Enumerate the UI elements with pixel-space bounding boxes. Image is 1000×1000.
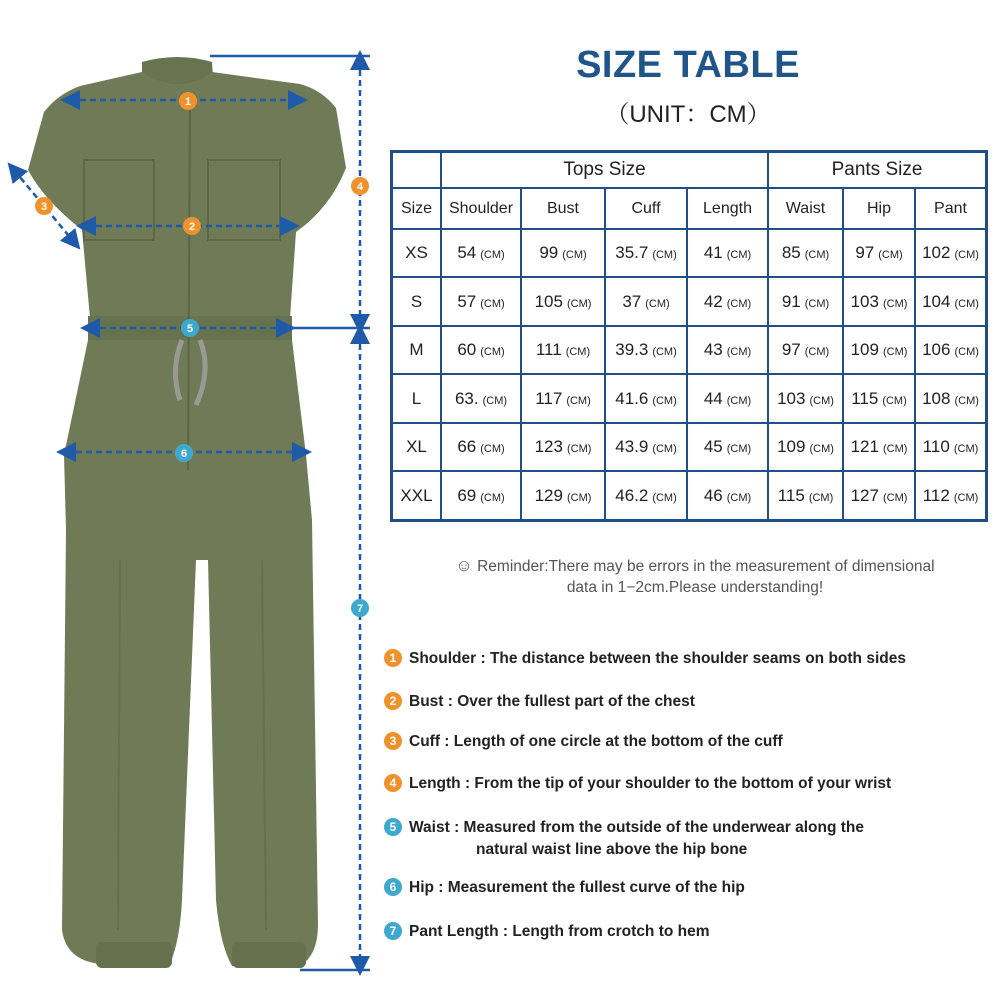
legend-badge-1: 1 xyxy=(384,649,402,667)
unit-label: (CM) xyxy=(726,394,752,407)
hip-cell xyxy=(843,374,915,423)
waist-value: 103 xyxy=(777,388,806,408)
unit-label: (CM) xyxy=(652,491,677,504)
unit-label: (CM) xyxy=(882,297,908,310)
shoulder-value: 54 xyxy=(457,243,477,263)
group-header-row xyxy=(392,152,986,188)
unit-label: (CM) xyxy=(882,394,907,407)
unit-label: (CM) xyxy=(726,346,752,359)
unit-label: (CM) xyxy=(882,443,908,456)
hip-cell xyxy=(843,471,915,520)
hip-value: 127 xyxy=(850,485,879,505)
shoulder-value: 63. xyxy=(454,388,479,408)
unit-label: (CM) xyxy=(804,249,830,262)
length-value: 45 xyxy=(703,437,723,457)
waist-cell xyxy=(768,229,843,278)
shoulder-cell xyxy=(441,423,521,472)
unit-label: (CM) xyxy=(565,346,591,359)
shoulder-cell xyxy=(441,229,521,278)
reminder-line-2: data in 1−2cm.Please understanding! xyxy=(566,579,824,596)
size-table xyxy=(390,150,988,522)
marker-3: 3 xyxy=(40,201,48,213)
cuff-value: 43.9 xyxy=(615,437,649,457)
col-size: Size xyxy=(392,188,441,228)
legend-text-6: Hip : Measurement the fullest curve of the hip xyxy=(409,879,745,896)
table-row xyxy=(392,326,986,375)
hip-cell xyxy=(843,423,915,472)
marker-4: 4 xyxy=(356,181,364,193)
cuff-value: 37 xyxy=(622,291,642,311)
group-header-blank xyxy=(392,152,441,188)
size-cell: XS xyxy=(392,229,441,278)
legend-text-5-cont: natural waist line above the hip bone xyxy=(476,841,748,858)
col-bust: Bust xyxy=(521,188,605,228)
table-row xyxy=(392,374,986,423)
bust-cell xyxy=(521,423,605,472)
legend-item-pant-length xyxy=(384,921,996,943)
table-row xyxy=(392,471,986,520)
waist-cell xyxy=(768,374,843,423)
length-value: 41 xyxy=(703,243,723,263)
legend-item-shoulder xyxy=(384,648,996,670)
legend-text-5: Waist : Measured from the outside of the underwear along the xyxy=(409,819,865,836)
unit-label: (CM) xyxy=(726,491,752,504)
unit-label: (CM) xyxy=(652,394,677,407)
pant-value: 106 xyxy=(922,340,951,360)
unit-label: (CM) xyxy=(953,443,979,456)
unit-label: (CM) xyxy=(954,394,979,407)
unit-label: (CM) xyxy=(566,491,592,504)
size-cell: XXL xyxy=(392,471,441,520)
unit-label: (CM) xyxy=(878,249,903,262)
unit-label: (CM) xyxy=(480,443,505,456)
bust-cell xyxy=(521,326,605,375)
pant-value: 112 xyxy=(922,485,950,505)
length-cell xyxy=(687,374,768,423)
bust-cell xyxy=(521,471,605,520)
col-cuff: Cuff xyxy=(605,188,687,228)
shoulder-value: 60 xyxy=(457,340,477,360)
marker-5: 5 xyxy=(186,323,194,335)
hip-value: 121 xyxy=(850,437,879,457)
cuff-cell xyxy=(605,229,687,278)
unit-label: (CM) xyxy=(480,249,505,262)
hip-value: 109 xyxy=(850,340,879,360)
waist-cell xyxy=(768,423,843,472)
length-value: 44 xyxy=(703,388,723,408)
pant-cell xyxy=(915,423,986,472)
unit-label: (CM) xyxy=(652,443,677,456)
bust-cell xyxy=(521,229,605,278)
cuff-value: 39.3 xyxy=(615,340,649,360)
unit-label: (CM) xyxy=(804,346,830,359)
hip-value: 103 xyxy=(850,291,879,311)
shoulder-value: 66 xyxy=(457,437,477,457)
page-title: SIZE TABLE xyxy=(576,44,800,86)
hip-cell xyxy=(843,229,915,278)
bust-value: 111 xyxy=(535,340,562,360)
marker-1: 1 xyxy=(184,96,192,108)
cuff-value: 35.7 xyxy=(615,243,649,263)
reminder-line-1: Reminder:There may be errors in the measurement of dimensional xyxy=(477,558,935,575)
table-row xyxy=(392,229,986,278)
unit-label: (CM) xyxy=(480,346,505,359)
col-waist: Waist xyxy=(768,188,843,228)
hip-cell xyxy=(843,326,915,375)
length-value: 43 xyxy=(703,340,723,360)
bust-cell xyxy=(521,277,605,326)
bust-value: 105 xyxy=(534,291,563,311)
bust-value: 129 xyxy=(534,485,563,505)
legend-badge-5: 5 xyxy=(384,818,402,836)
shoulder-value: 69 xyxy=(457,485,477,505)
col-shoulder: Shoulder xyxy=(441,188,521,228)
length-cell xyxy=(687,229,768,278)
length-cell xyxy=(687,471,768,520)
column-header-row xyxy=(392,188,986,228)
unit-label: (CM) xyxy=(882,491,908,504)
legend-badge-4: 4 xyxy=(384,774,402,792)
hip-value: 115 xyxy=(851,388,879,408)
legend-text-1: Shoulder : The distance between the shoulder seams on both sides xyxy=(409,650,906,667)
unit-label: (CM) xyxy=(954,297,979,310)
unit-label: (CM) xyxy=(804,297,830,310)
shoulder-cell xyxy=(441,471,521,520)
legend-item-cuff xyxy=(384,731,996,753)
table-row xyxy=(392,277,986,326)
pant-cell xyxy=(915,471,986,520)
unit-label: (CM) xyxy=(566,443,592,456)
bust-value: 117 xyxy=(535,388,563,408)
unit-label: (CM) xyxy=(480,297,505,310)
cuff-cell xyxy=(605,471,687,520)
unit-label: (CM) xyxy=(808,491,834,504)
length-value: 46 xyxy=(703,485,723,505)
unit-label: (CM) xyxy=(809,394,834,407)
waist-value: 109 xyxy=(777,437,806,457)
legend-item-length xyxy=(384,773,996,795)
waist-cell xyxy=(768,471,843,520)
length-cell xyxy=(687,277,768,326)
pant-cell xyxy=(915,374,986,423)
pants-size-header: Pants Size xyxy=(768,152,986,188)
unit-label: (CM) xyxy=(954,249,979,262)
hip-cell xyxy=(843,277,915,326)
pant-value: 108 xyxy=(922,388,951,408)
size-cell: XL xyxy=(392,423,441,472)
unit-label: (CM) xyxy=(726,249,752,262)
pant-cell xyxy=(915,229,986,278)
bust-cell xyxy=(521,374,605,423)
unit-label: (CM) xyxy=(809,443,834,456)
unit-label: (CM) xyxy=(726,443,752,456)
hip-value: 97 xyxy=(855,243,875,263)
legend-text-7: Pant Length : Length from crotch to hem xyxy=(409,923,710,940)
cuff-cell xyxy=(605,326,687,375)
unit-label: (CM) xyxy=(645,297,670,310)
table-row xyxy=(392,423,986,472)
bust-value: 99 xyxy=(539,243,559,263)
length-cell xyxy=(687,423,768,472)
unit-label: (CM) xyxy=(882,346,908,359)
pant-value: 102 xyxy=(922,243,951,263)
legend-badge-3: 3 xyxy=(384,732,402,750)
legend-text-2: Bust : Over the fullest part of the chest xyxy=(409,693,695,710)
waist-cell xyxy=(768,326,843,375)
col-length: Length xyxy=(687,188,768,228)
pant-value: 110 xyxy=(922,437,950,457)
legend-badge-6: 6 xyxy=(384,878,402,896)
shoulder-cell xyxy=(441,277,521,326)
marker-6: 6 xyxy=(180,448,188,460)
col-pant: Pant xyxy=(915,188,986,228)
cuff-value: 41.6 xyxy=(615,388,649,408)
unit-label: (CM) xyxy=(953,491,979,504)
unit-label: (CM) xyxy=(566,297,592,310)
waist-value: 97 xyxy=(781,340,801,360)
waist-cell xyxy=(768,277,843,326)
unit-label: (CM) xyxy=(480,491,505,504)
size-cell: S xyxy=(392,277,441,326)
marker-2: 2 xyxy=(188,221,196,233)
waist-value: 91 xyxy=(781,291,801,311)
waist-value: 115 xyxy=(777,485,805,505)
smiley-icon: ☺ xyxy=(455,556,473,575)
shoulder-cell xyxy=(441,374,521,423)
legend-text-3: Cuff : Length of one circle at the bottom of the cuff xyxy=(409,733,783,750)
unit-label: (CM) xyxy=(726,297,752,310)
reminder-note xyxy=(395,555,995,598)
size-cell: M xyxy=(392,326,441,375)
shoulder-value: 57 xyxy=(457,291,477,311)
unit-label: (CM) xyxy=(954,346,979,359)
unit-label: (CM) xyxy=(652,249,677,262)
pant-cell xyxy=(915,326,986,375)
size-cell: L xyxy=(392,374,441,423)
legend-badge-7: 7 xyxy=(384,922,402,940)
marker-7: 7 xyxy=(356,603,364,615)
pant-cell xyxy=(915,277,986,326)
length-cell xyxy=(687,326,768,375)
unit-label: (CM) xyxy=(562,249,587,262)
shoulder-cell xyxy=(441,326,521,375)
jumpsuit-drawing xyxy=(0,0,380,1000)
unit-label: (CM) xyxy=(652,346,677,359)
legend-text-4: Length : From the tip of your shoulder to the bottom of your wrist xyxy=(409,775,892,792)
cuff-cell xyxy=(605,374,687,423)
legend-badge-2: 2 xyxy=(384,692,402,710)
unit-subtitle: （UNIT：CM） xyxy=(605,101,771,128)
jumpsuit-illustration xyxy=(0,0,380,1000)
jumpsuit-shape xyxy=(28,57,346,968)
waist-value: 85 xyxy=(781,243,801,263)
bust-value: 123 xyxy=(534,437,563,457)
size-rows xyxy=(392,229,986,520)
pant-value: 104 xyxy=(922,291,951,311)
cuff-cell xyxy=(605,423,687,472)
legend-item-bust xyxy=(384,691,996,713)
legend-item-waist xyxy=(384,817,996,861)
legend-item-hip xyxy=(384,877,996,899)
cuff-cell xyxy=(605,277,687,326)
length-value: 42 xyxy=(703,291,723,311)
col-hip: Hip xyxy=(843,188,915,228)
tops-size-header: Tops Size xyxy=(441,152,768,188)
unit-label: (CM) xyxy=(482,394,508,407)
cuff-value: 46.2 xyxy=(615,485,649,505)
unit-label: (CM) xyxy=(566,394,591,407)
